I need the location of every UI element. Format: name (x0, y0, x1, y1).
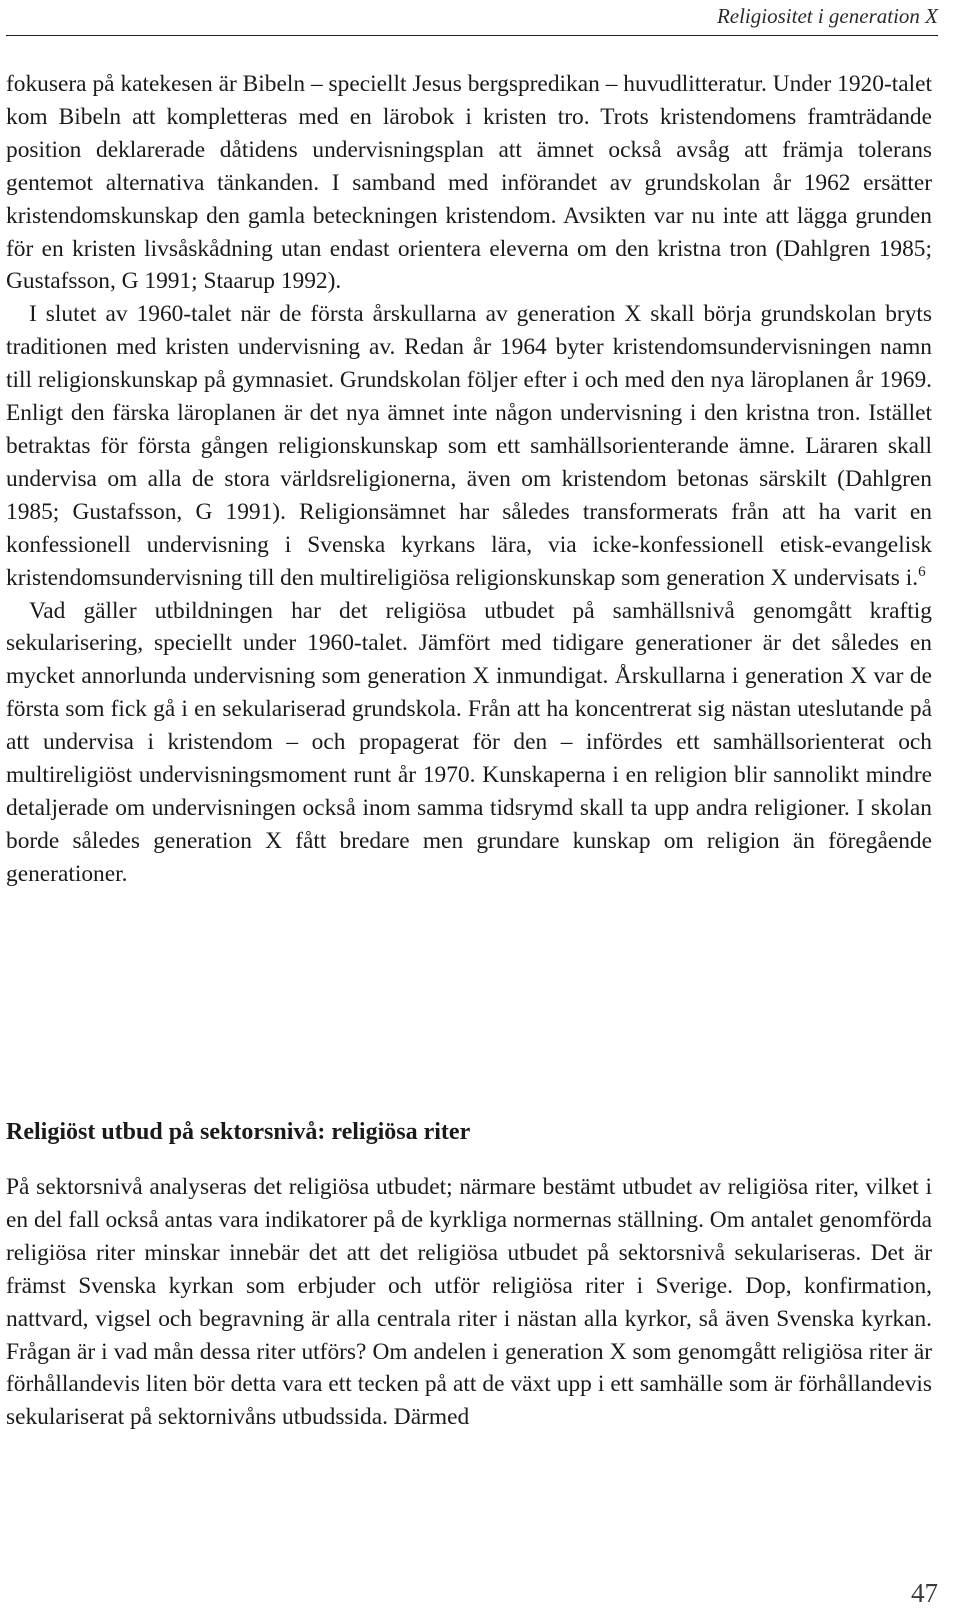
page-number: 47 (911, 1578, 938, 1608)
section-2-body (6, 1171, 932, 1434)
section-heading: Religiöst utbud på sektorsnivå: religiösa riter (6, 1119, 471, 1145)
section-1-body (6, 68, 932, 891)
paragraph-2-text: I slutet av 1960-talet när de första årskullarna av generation X skall börja grundskolan bryts traditionen med kristen undervisning av. Redan år 1964 byter kristendomsundervisningen namn till religionskunskap på gymnasiet. Grundskolan följer efter i och med den nya läroplanen år 1969. Enligt den färska läroplanen är det nya ämnet inte någon undervisning i den kristna tron. Istället betraktas för första gången religionskunskap som ett samhällsorienterande ämne. Läraren skall undervisa om alla de stora världsreligionerna, även om kristendom betonas särskilt (Dahlgren 1985; Gustafsson, G 1991). Religionsämnet har således transformerats från att ha varit en konfessionell undervisning i Svenska kyrkans lära, via icke-konfessionell etisk-evangelisk kristendomsundervisning till den multireligiösa religionskunskap som generation X undervisats i. (6, 301, 932, 591)
footnote-marker: 6 (918, 563, 926, 580)
running-header: Religiositet i generation X (716, 4, 938, 28)
paragraph-4: På sektorsnivå analyseras det religiösa utbudet; närmare bestämt utbudet av religiösa riter, vilket i en del fall också antas vara indikatorer på de kyrkliga normernas ställning. Om antalet genomförda religiösa riter minskar innebär det att det religiösa utbudet på sektorsnivå sekulariseras. Det är främst Svenska kyrkan som erbjuder och utför religiösa riter i Sverige. Dop, konfirmation, nattvard, vigsel och begravning är alla centrala riter i nästan alla kyrkor, så även Svenska kyrkan. Frågan är i vad mån dessa riter utförs? Om andelen i generation X som genomgått religiösa riter är förhållandevis liten bör detta vara ett tecken på att de växt upp i ett samhälle som är förhållandevis sekulariserat på sektornivåns utbudssida. Därmed (6, 1174, 932, 1431)
paragraph-3: Vad gäller utbildningen har det religiösa utbudet på samhällsnivå genomgått kraftig sekularisering, speciellt under 1960-talet. Jämfört med tidigare generationer är det således en mycket annorlunda undervisning som generation X inmundigat. Årskullarna i generation X var de första som fick gå i en sekulariserad grundskola. Från att ha koncentrerat sig nästan uteslutande på att undervisa i kristendom – och propagerat för den – infördes ett samhällsorienterat och multireligiöst undervisningsmoment runt år 1970. Kunskaperna i en religion blir sannolikt mindre detaljerade om undervisningen också inom samma tidsrymd skall ta upp andra religioner. I skolan borde således generation X fått bredare men grundare kunskap om religion än föregående generationer. (6, 597, 932, 887)
header-rule (6, 35, 938, 36)
paragraph-2 (6, 298, 932, 594)
paragraph-1: fokusera på katekesen är Bibeln – speciellt Jesus bergspredikan – huvudlitteratur. Under 1920-talet kom Bibeln att kompletteras med en lärobok i kristen tro. Trots kristendomens framträdande position deklarerade dåtidens undervisningsplan att ämnet också avsåg att främja tolerans gentemot alternativa tänkanden. I samband med införandet av grundskolan år 1962 ersätter kristendomskunskap den gamla beteckningen kristendom. Avsikten var nu inte att lägga grunden för en kristen livsåskådning utan endast orientera eleverna om den kristna tron (Dahlgren 1985; Gustafsson, G 1991; Staarup 1992). (6, 71, 932, 295)
